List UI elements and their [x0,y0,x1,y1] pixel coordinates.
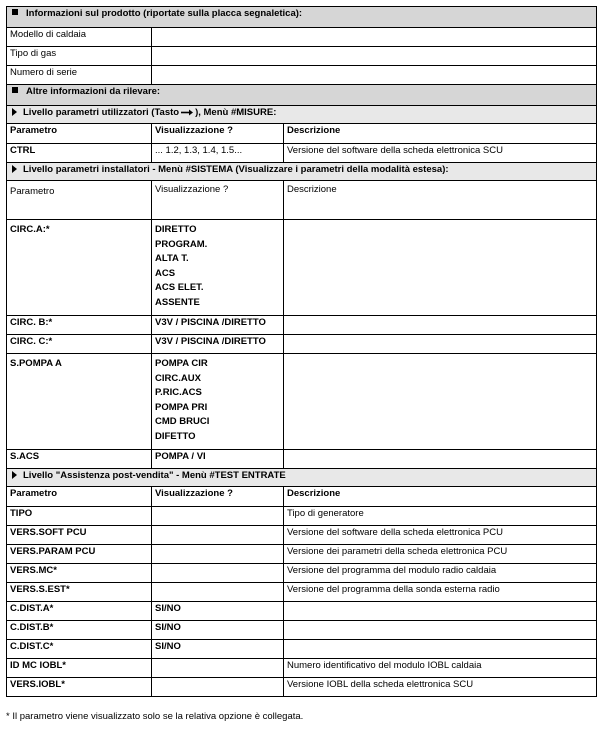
subsection-header-user-level [7,106,597,124]
param-value: DIRETTO [155,224,197,235]
param-desc: Numero identificativo del modulo IOBL caldaia [284,659,597,678]
subsection-title: Livello "Assistenza post-vendita" - Menù #TEST ENTRATE [23,470,286,481]
param-name: TIPO [7,507,152,526]
param-display [152,507,284,526]
param-name: S.POMPA A [7,354,152,450]
param-desc [284,640,597,659]
param-desc: Versione IOBL della scheda elettronica SCU [284,678,597,697]
info-label: Modello di caldaia [7,28,152,47]
param-value: CIRC.AUX [155,372,201,384]
param-name: CIRC.A:* [7,220,152,316]
param-desc [284,621,597,640]
table-row [7,640,597,659]
table-row [7,450,597,469]
param-value: V3V / PISCINA /DIRETTO [152,316,284,335]
table-row [7,545,597,564]
param-desc [284,354,597,450]
param-value: PROGRAM. [155,238,208,250]
param-name: S.ACS [7,450,152,469]
param-desc [284,602,597,621]
subsection-title-prefix: Livello parametri utilizzatori (Tasto [23,107,180,118]
subsection-title-suffix: ), Menù #MISURE: [195,107,277,118]
param-desc: Versione del software della scheda elettronica PCU [284,526,597,545]
param-value: ALTA T. [155,253,189,265]
table-row [7,621,597,640]
param-name: VERS.PARAM PCU [7,545,152,564]
param-display: SI/NO [152,621,284,640]
table-row [7,354,597,450]
service-form-table [6,6,597,697]
param-name: VERS.S.EST* [7,583,152,602]
section-title: Altre informazioni da rilevare: [26,86,161,97]
table-row [7,678,597,697]
param-values [152,354,284,450]
param-desc: Tipo di generatore [284,507,597,526]
param-name: CIRC. C:* [7,335,152,354]
footnote: * Il parametro viene visualizzato solo se la relativa opzione è collegata. [6,711,304,722]
arrow-right-icon [180,108,194,117]
param-value: POMPA CIR [155,358,208,369]
param-value: ACS ELET. [155,282,204,294]
param-name: CTRL [7,144,152,163]
column-header-row [7,487,597,507]
table-row [7,659,597,678]
info-value-field[interactable] [152,66,597,85]
param-desc [284,220,597,316]
param-name: ID MC IOBL* [7,659,152,678]
param-display [152,526,284,545]
table-row [7,583,597,602]
param-desc: Versione del software della scheda elettronica SCU [284,144,597,163]
param-display [152,583,284,602]
param-name: C.DIST.B* [7,621,152,640]
subsection-header-service-level [7,469,597,487]
column-header-param: Parametro [7,487,152,507]
column-header-row [7,124,597,144]
table-row [7,144,597,163]
column-header-param: Parametro [7,124,152,144]
param-name: C.DIST.A* [7,602,152,621]
square-bullet-icon [12,9,18,15]
table-row [7,526,597,545]
column-header-desc: Descrizione [284,124,597,144]
param-value: V3V / PISCINA /DIRETTO [152,335,284,354]
param-name: VERS.MC* [7,564,152,583]
param-display [152,564,284,583]
section-header-other-info [7,85,597,106]
param-name: C.DIST.C* [7,640,152,659]
info-label: Numero di serie [7,66,152,85]
info-row [7,47,597,66]
section-header-product-info [7,7,597,28]
param-desc [284,316,597,335]
table-row [7,335,597,354]
table-row [7,507,597,526]
table-row [7,220,597,316]
column-header-desc: Descrizione [284,487,597,507]
param-display [152,678,284,697]
subsection-title: Livello parametri installatori - Menù #SISTEMA (Visualizzare i parametri della modalità estesa): [23,164,449,175]
table-row [7,316,597,335]
param-name: CIRC. B:* [7,316,152,335]
param-values [152,220,284,316]
param-display [152,545,284,564]
info-row [7,28,597,47]
table-row [7,564,597,583]
column-header-display: Visualizzazione ? [152,181,284,220]
info-value-field[interactable] [152,28,597,47]
info-label: Tipo di gas [7,47,152,66]
param-value: ASSENTE [155,296,200,308]
column-header-desc: Descrizione [284,181,597,220]
param-display: SI/NO [152,602,284,621]
square-bullet-icon [12,87,18,93]
subsection-header-installer-level [7,163,597,181]
table-row [7,602,597,621]
triangle-bullet-icon [12,108,17,116]
param-value: ACS [155,267,176,279]
param-value: POMPA PRI [155,401,208,413]
param-name: VERS.IOBL* [7,678,152,697]
param-value: POMPA / VI [152,450,284,469]
info-value-field[interactable] [152,47,597,66]
column-header-param: Parametro [7,181,152,220]
param-desc: Versione dei parametri della scheda elettronica PCU [284,545,597,564]
column-header-row [7,181,597,220]
param-desc [284,450,597,469]
param-value: P.RIC.ACS [155,387,202,399]
triangle-bullet-icon [12,165,17,173]
column-header-display: Visualizzazione ? [152,487,284,507]
triangle-bullet-icon [12,471,17,479]
info-row [7,66,597,85]
param-desc: Versione del programma del modulo radio caldaia [284,564,597,583]
param-display: ... 1.2, 1.3, 1.4, 1.5... [152,144,284,163]
column-header-display: Visualizzazione ? [152,124,284,144]
param-value: DIFETTO [155,430,196,442]
param-name: VERS.SOFT PCU [7,526,152,545]
param-value: CMD BRUCI [155,416,210,428]
param-desc [284,335,597,354]
param-display: SI/NO [152,640,284,659]
section-title: Informazioni sul prodotto (riportate sulla placca segnaletica): [26,8,303,19]
param-display [152,659,284,678]
param-desc: Versione del programma della sonda esterna radio [284,583,597,602]
